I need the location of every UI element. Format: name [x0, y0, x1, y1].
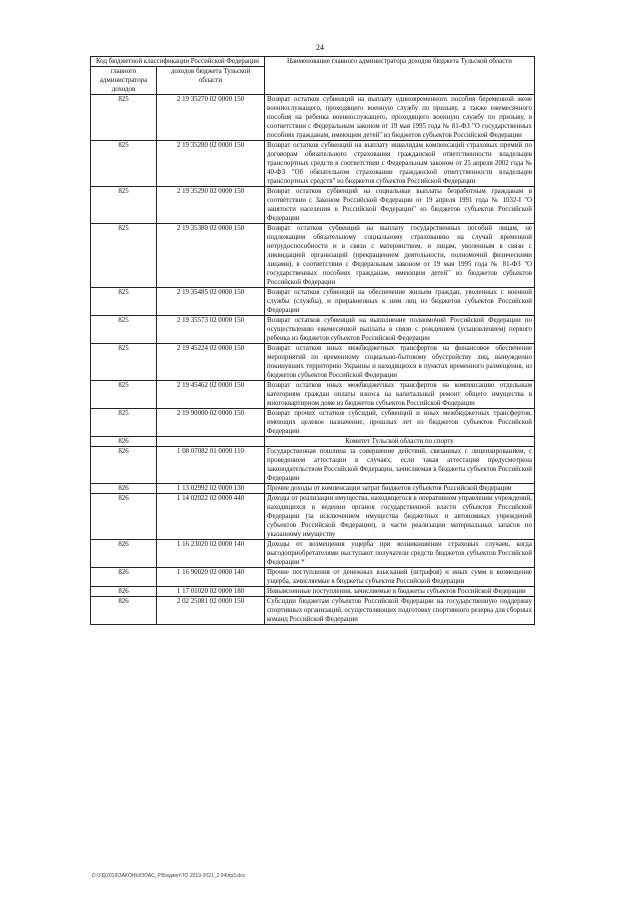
description-cell: Возврат остатков иных межбюджетных трансфертов на финансовое обеспечение мероприятий по временному социально-бытовому обустройству лиц, вынужденно покинувших территорию Украины и находящихся в пунктах временного размещения, из бюджетов субъектов Российской Федерации: [265, 344, 535, 381]
admin-code-cell: 825: [91, 187, 157, 224]
revenue-code-cell: 1 14 02022 02 0000 440: [157, 494, 265, 540]
admin-code-cell: 826: [91, 597, 157, 625]
table-row: [91, 597, 535, 625]
admin-code-cell: 825: [91, 316, 157, 344]
description-cell: Возврат остатков субвенций на выплату инвалидам компенсаций страховых премий по договорам обязательного страхования гражданской ответственности владельцев транспортных средств в соответствии с Федеральным законом от 25 апреля 2002 года № 40-ФЗ "Об обязательном страховании гражданской ответственности владельцев транспортных средств" из бюджетов субъектов Российской Федерации: [265, 141, 535, 187]
revenue-code-cell: 2 19 35280 02 0000 150: [157, 141, 265, 187]
table-row: [91, 568, 535, 587]
header-code-group: Код бюджетной классификации Российской Федерации: [91, 57, 265, 67]
description-cell: Невыясненные поступления, зачисляемые в бюджеты субъектов Российской Федерации: [265, 587, 535, 597]
section-row: [91, 437, 535, 447]
header-name-col: Наименование главного администратора доходов бюджета Тульской области: [265, 57, 535, 95]
admin-code-cell: 826: [91, 437, 157, 447]
revenue-code-cell: 2 19 45462 02 0000 150: [157, 381, 265, 409]
revenue-code-cell: 2 19 45224 02 0000 150: [157, 344, 265, 381]
description-cell: Возврат остатков субвенций на обеспечение жильем граждан, уволенных с военной службы (службы), и приравненных к ним лиц из бюджетов субъектов Российской Федерации: [265, 288, 535, 316]
header-admin-col: главного администратора доходов: [91, 67, 157, 95]
table-row: [91, 316, 535, 344]
table-row: [91, 447, 535, 484]
admin-code-cell: 826: [91, 494, 157, 540]
revenue-code-cell: 2 19 35485 02 0000 150: [157, 288, 265, 316]
admin-code-cell: 826: [91, 447, 157, 484]
description-cell: Возврат остатков субвенций на выплату единовременного пособия беременной жене военнослужащего, проходящего военную службу по призыву, а также ежемесячного пособия на ребенка военнослужащего, проходящего военную службу по призыву, в соответствии с Федеральным законом от 19 мая 1995 года № 81-ФЗ "О государственных пособиях гражданам, имеющим детей" из бюджетов субъектов Российской Федерации: [265, 95, 535, 141]
description-cell: Прочие поступления от денежных взысканий (штрафов) и иных сумм в возмещение ущерба, зачисляемые в бюджеты субъектов Российской Федерации: [265, 568, 535, 587]
description-cell: Субсидии бюджетам субъектов Российской Федерации на государственную поддержку спортивных организаций, осуществляющих подготовку спортивного резерва для сборных команд Российской Федерации: [265, 597, 535, 625]
table-row: [91, 381, 535, 409]
table-row: [91, 494, 535, 540]
revenue-code-cell: 1 16 23020 02 0000 140: [157, 540, 265, 568]
revenue-code-cell: 1 16 90020 02 0000 140: [157, 568, 265, 587]
admin-code-cell: 825: [91, 288, 157, 316]
revenue-code-cell: 1 13 02992 02 0000 130: [157, 484, 265, 494]
table-header-row: [91, 57, 535, 67]
revenue-code-cell: 2 19 35290 02 0000 150: [157, 187, 265, 224]
revenue-code-cell: [157, 437, 265, 447]
description-cell: Доходы от возмещения ущерба при возникновении страховых случаев, когда выгодоприобретателями выступают получатели средств бюджетов субъектов Российской Федерации *: [265, 540, 535, 568]
admin-code-cell: 825: [91, 224, 157, 288]
description-cell: Прочие доходы от компенсации затрат бюджетов субъектов Российской Федерации: [265, 484, 535, 494]
file-path-footer: D:\УД\2019\ЗАКОНЫ\ЗОАС_Р\Бюджет\ТО 2019-2021_2.04\пр3.doc: [92, 873, 246, 879]
table-row: [91, 344, 535, 381]
revenue-code-cell: 2 19 35380 02 0000 150: [157, 224, 265, 288]
page-number: 24: [316, 43, 324, 52]
revenue-code-cell: 2 19 35270 02 0000 150: [157, 95, 265, 141]
table-row: [91, 224, 535, 288]
table-row: [91, 540, 535, 568]
description-cell: Возврат остатков субвенций на социальные выплаты безработным гражданам в соответствии с Законом Российской Федерации от 19 апреля 1991 года № 1032-I "О занятости населения в Российской Федерации" из бюджетов субъектов Российской Федерации: [265, 187, 535, 224]
description-cell: Доходы от реализации имущества, находящегося в оперативном управлении учреждений, находящихся в ведении органов государственной власти субъектов Российской Федерации (за исключением имущества бюджетных и автономных учреждений субъектов Российской Федерации), в части реализации материальных запасов по указанному имуществу: [265, 494, 535, 540]
revenue-code-cell: 1 08 07082 01 0000 110: [157, 447, 265, 484]
table-row: [91, 587, 535, 597]
revenue-code-cell: 1 17 01020 02 0000 180: [157, 587, 265, 597]
table-row: [91, 187, 535, 224]
admin-code-cell: 825: [91, 381, 157, 409]
admin-code-cell: 825: [91, 141, 157, 187]
admin-code-cell: 825: [91, 409, 157, 437]
table-row: [91, 95, 535, 141]
header-revenue-col: доходов бюджета Тульской области: [157, 67, 265, 95]
revenue-code-cell: 2 19 90000 02 0000 150: [157, 409, 265, 437]
admin-code-cell: 825: [91, 344, 157, 381]
table-row: [91, 484, 535, 494]
description-cell: Возврат прочих остатков субсидий, субвенций и иных межбюджетных трансфертов, имеющих целевое назначение, прошлых лет из бюджетов субъектов Российской Федерации: [265, 409, 535, 437]
admin-code-cell: 826: [91, 540, 157, 568]
table-row: [91, 141, 535, 187]
description-cell: Возврат остатков субвенций на выплату государственных пособий лицам, не подлежащим обязательному социальному страхованию на случай временной нетрудоспособности и в связи с материнством, и лицам, уволенным в связи с ликвидацией организаций (прекращением деятельности, полномочий физическими лицами), в соответствии с Федеральным законом от 19 мая 1995 года № 81-ФЗ "О государственных пособиях гражданам, имеющим детей" из бюджетов субъектов Российской Федерации: [265, 224, 535, 288]
admin-code-cell: 825: [91, 95, 157, 141]
description-cell: Возврат остатков иных межбюджетных трансфертов на компенсацию отдельным категориям граждан оплаты взноса на капитальный ремонт общего имущества в многоквартирном доме из бюджетов субъектов Российской Федерации: [265, 381, 535, 409]
admin-code-cell: 826: [91, 568, 157, 587]
admin-code-cell: 826: [91, 484, 157, 494]
section-title: Комитет Тульской области по спорту: [265, 437, 535, 447]
table-row: [91, 288, 535, 316]
revenue-codes-table: [90, 56, 535, 625]
description-cell: Государственная пошлина за совершение действий, связанных с лицензированием, с проведением аттестации в случаях, если такая аттестация предусмотрена законодательством Российской Федерации, зачисляемая в бюджеты субъектов Российской Федерации: [265, 447, 535, 484]
admin-code-cell: 826: [91, 587, 157, 597]
description-cell: Возврат остатков субвенций на выполнение полномочий Российской Федерации по осуществлению ежемесячной выплаты в связи с рождением (усыновлением) первого ребенка из бюджетов субъектов Российской Федерации: [265, 316, 535, 344]
revenue-code-cell: 2 02 25081 02 0000 150: [157, 597, 265, 625]
revenue-code-cell: 2 19 35573 02 0000 150: [157, 316, 265, 344]
table-row: [91, 409, 535, 437]
